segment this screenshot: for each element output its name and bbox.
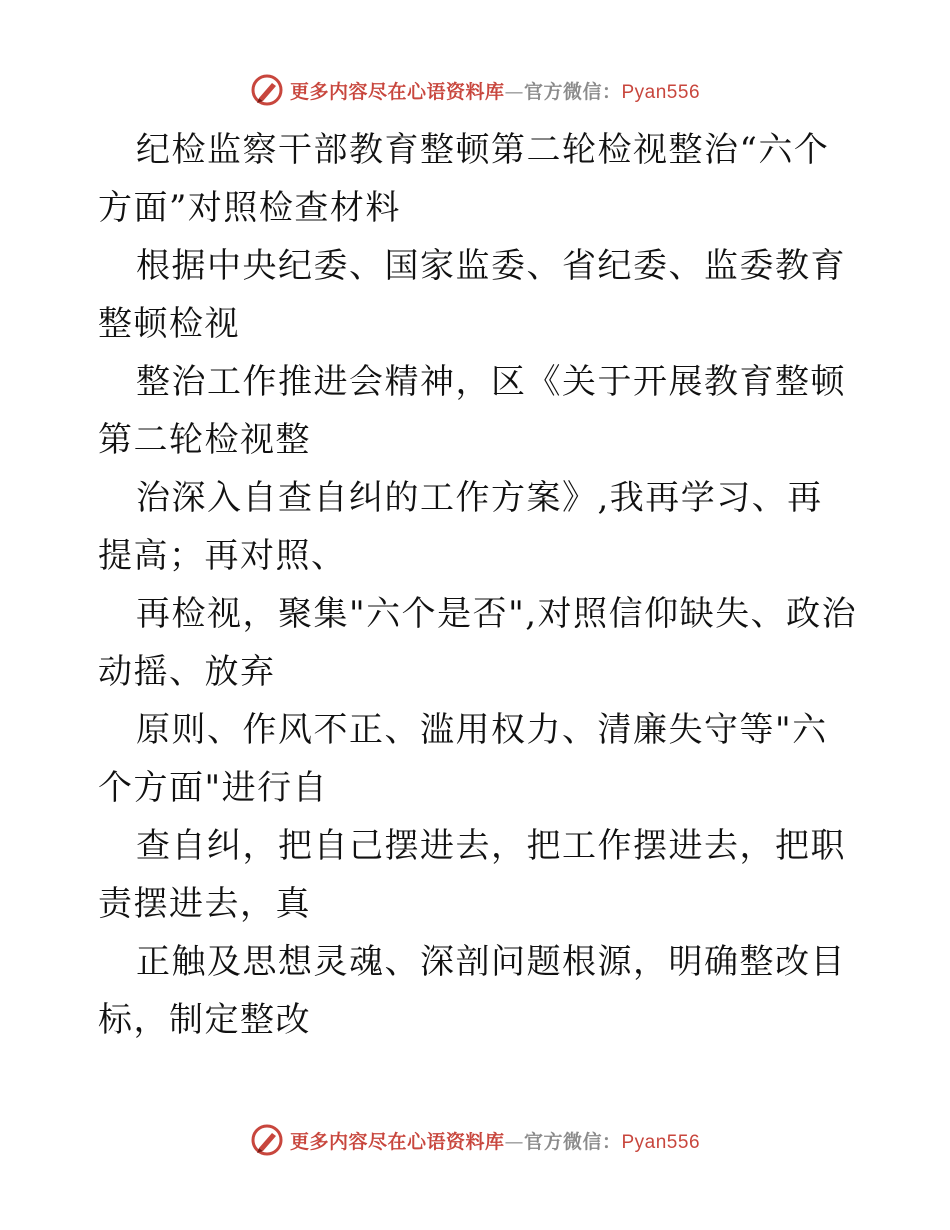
banner-id: Pyan556 [621,81,701,103]
banner-main: 更多内容尽在心语资料库 [289,80,505,103]
header-banner [0,70,950,110]
paragraph: 再检视，聚集"六个是否",对照信仰缺失、政治动摇、放弃 [98,594,858,692]
paragraph: 整治工作推进会精神，区《关于开展教育整顿第二轮检视整 [98,362,846,460]
footer-banner [0,1120,950,1160]
pen-logo-icon [250,1123,284,1157]
banner-id: Pyan556 [621,1131,701,1153]
banner-text [290,1127,700,1154]
banner-label: 官方微信： [523,80,622,103]
paragraph: 正触及思想灵魂、深剖问题根源，明确整改目标，制定整改 [98,942,846,1040]
pen-logo-icon [250,73,284,107]
banner-separator: — [504,1130,524,1153]
paragraph: 原则、作风不正、滥用权力、清廉失守等"六个方面"进行自 [98,710,828,808]
paragraph: 治深入自查自纠的工作方案》,我再学习、再提高；再对照、 [98,478,823,576]
paragraph-title: 纪检监察干部教育整顿第二轮检视整治“六个方面”对照检查材料 [98,130,830,228]
paragraph: 根据中央纪委、国家监委、省纪委、监委教育整顿检视 [98,246,846,344]
banner-label: 官方微信： [523,1130,622,1153]
banner-separator: — [504,80,524,103]
banner-text [290,77,700,104]
document-body [98,121,858,1049]
banner-main: 更多内容尽在心语资料库 [289,1130,505,1153]
paragraph: 查自纠，把自己摆进去，把工作摆进去，把职责摆进去，真 [98,826,846,924]
